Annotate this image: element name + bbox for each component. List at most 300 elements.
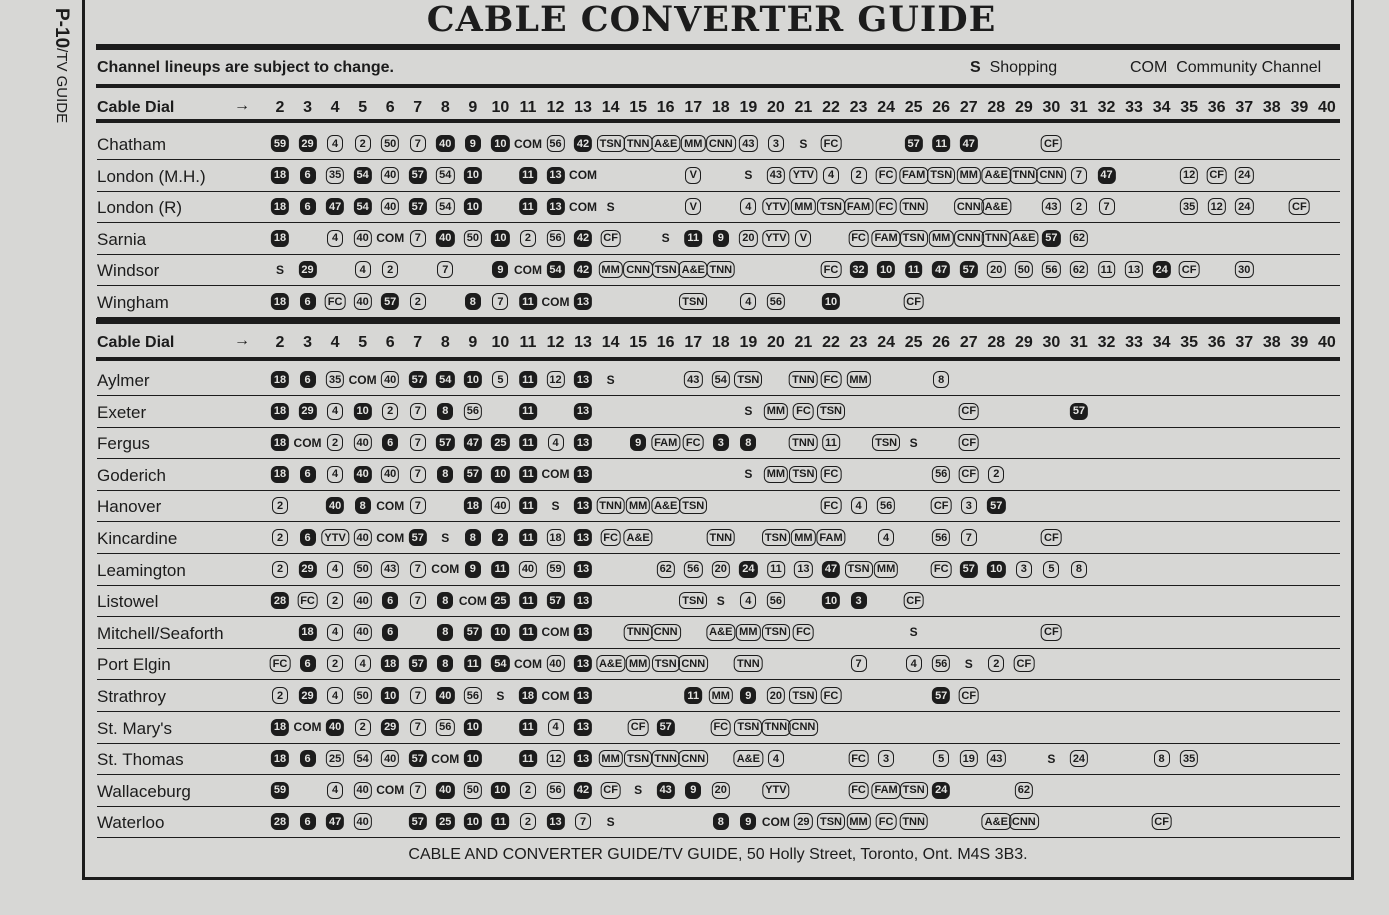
channel-badge: 6 bbox=[300, 198, 316, 215]
channel-badge: 40 bbox=[354, 293, 372, 310]
channel-badge: 18 bbox=[271, 293, 289, 310]
channel-badge: 6 bbox=[300, 655, 316, 672]
city-row bbox=[97, 364, 1340, 396]
channel-badge: 11 bbox=[519, 434, 537, 451]
channel-badge: FC bbox=[876, 198, 897, 215]
city-name: Fergus bbox=[97, 434, 150, 454]
legend-community-text: Community Channel bbox=[1176, 59, 1322, 76]
channel-badge: TSN bbox=[679, 592, 707, 609]
publisher-address: CABLE AND CONVERTER GUIDE/TV GUIDE, 50 Holly Street, Toronto, Ont. M4S 3B3. bbox=[408, 846, 1028, 863]
channel-badge: 56 bbox=[932, 466, 950, 483]
channel-badge: TNN bbox=[706, 529, 735, 546]
channel-badge: A&E bbox=[1009, 230, 1038, 247]
city-row bbox=[97, 128, 1340, 160]
channel-badge: 13 bbox=[574, 434, 592, 451]
channel-badge: TSN bbox=[900, 782, 928, 799]
channel-badge: 8 bbox=[437, 655, 453, 672]
page-title: CABLE CONVERTER GUIDE bbox=[426, 0, 997, 40]
channel-badge: 13 bbox=[574, 624, 592, 641]
channel-badge: 2 bbox=[988, 655, 1004, 672]
channel-badge: FAM bbox=[899, 167, 928, 184]
channel-badge: CNN bbox=[651, 624, 681, 641]
shopping-marker: S bbox=[496, 688, 505, 703]
channel-badge: 9 bbox=[465, 561, 481, 578]
dial-number: 3 bbox=[303, 99, 312, 116]
dial-number: 6 bbox=[385, 99, 395, 116]
channel-badge: FC bbox=[848, 230, 869, 247]
channel-badge: TSN bbox=[789, 687, 817, 704]
channel-badge: CF bbox=[600, 782, 621, 799]
community-marker: COM bbox=[569, 168, 598, 183]
channel-badge: 4 bbox=[327, 624, 343, 641]
dial-number: 36 bbox=[1207, 334, 1226, 351]
channel-badge: 11 bbox=[519, 198, 537, 215]
dial-number: 26 bbox=[932, 99, 951, 116]
city-name: London (R) bbox=[97, 198, 183, 218]
channel-badge: TNN bbox=[789, 371, 818, 388]
channel-badge: 57 bbox=[436, 434, 454, 451]
channel-badge: 56 bbox=[767, 592, 785, 609]
dial-number: 19 bbox=[739, 99, 758, 116]
channel-badge: 4 bbox=[355, 261, 371, 278]
channel-badge: CNN bbox=[789, 719, 819, 736]
channel-badge: 57 bbox=[409, 750, 427, 767]
dial-number: 40 bbox=[1317, 334, 1336, 351]
channel-badge: 4 bbox=[327, 403, 343, 420]
channel-badge: 24 bbox=[739, 561, 757, 578]
channel-badge: MM bbox=[681, 135, 705, 152]
legend-community bbox=[1130, 59, 1321, 77]
channel-badge: FC bbox=[848, 782, 869, 799]
city-name: Mitchell/Seaforth bbox=[97, 623, 224, 643]
channel-badge: 59 bbox=[271, 135, 289, 152]
channel-badge: 47 bbox=[822, 561, 840, 578]
channel-badge: 7 bbox=[410, 230, 426, 247]
channel-badge: FC bbox=[600, 529, 621, 546]
dial-number: 9 bbox=[468, 99, 478, 116]
channel-badge: 56 bbox=[767, 293, 785, 310]
legend-community-code: COM bbox=[1130, 59, 1168, 76]
channel-badge: 2 bbox=[520, 782, 536, 799]
city-row bbox=[97, 554, 1340, 586]
dial-number: 27 bbox=[959, 334, 978, 351]
channel-badge: FAM bbox=[871, 230, 900, 247]
channel-badge: 29 bbox=[298, 135, 316, 152]
cable-dial-header bbox=[97, 334, 1340, 356]
dial-number: 23 bbox=[849, 99, 868, 116]
channel-badge: TNN bbox=[596, 497, 625, 514]
community-marker: COM bbox=[541, 688, 570, 703]
channel-badge: FAM bbox=[871, 782, 900, 799]
notice-rule bbox=[96, 84, 1340, 88]
dial-number: 40 bbox=[1317, 99, 1336, 116]
city-row bbox=[97, 396, 1340, 428]
channel-badge: CF bbox=[1206, 167, 1227, 184]
dial-number: 37 bbox=[1235, 334, 1254, 351]
channel-badge: 47 bbox=[960, 135, 978, 152]
channel-badge: 4 bbox=[327, 561, 343, 578]
dial-number: 37 bbox=[1235, 99, 1254, 116]
city-row bbox=[97, 459, 1340, 491]
dial-number: 17 bbox=[684, 334, 703, 351]
channel-badge: 4 bbox=[740, 198, 756, 215]
channel-badge: 2 bbox=[327, 434, 343, 451]
channel-badge: TSN bbox=[762, 624, 790, 641]
channel-badge: 11 bbox=[519, 466, 537, 483]
channel-badge: 57 bbox=[409, 655, 427, 672]
channel-badge: CNN bbox=[678, 655, 708, 672]
dial-rule bbox=[96, 119, 1340, 123]
channel-badge: CF bbox=[1151, 813, 1172, 830]
channel-badge: 18 bbox=[271, 403, 289, 420]
channel-badge: TSN bbox=[817, 198, 845, 215]
shopping-marker: S bbox=[606, 372, 615, 387]
channel-badge: 47 bbox=[464, 434, 482, 451]
channel-badge: 8 bbox=[437, 403, 453, 420]
channel-badge: 10 bbox=[877, 261, 895, 278]
channel-badge: 11 bbox=[492, 561, 510, 578]
shopping-marker: S bbox=[275, 262, 285, 277]
channel-badge: 5 bbox=[492, 371, 508, 388]
channel-badge: TSN bbox=[817, 813, 845, 830]
channel-badge: TNN bbox=[982, 230, 1011, 247]
dial-number: 35 bbox=[1180, 99, 1199, 116]
shopping-marker: S bbox=[744, 168, 753, 183]
channel-badge: CF bbox=[903, 592, 924, 609]
channel-badge: 10 bbox=[987, 561, 1005, 578]
community-marker: COM bbox=[376, 530, 405, 545]
channel-badge: 10 bbox=[464, 813, 482, 830]
channel-badge: 54 bbox=[546, 261, 564, 278]
channel-badge: CF bbox=[1289, 198, 1310, 215]
channel-badge: FAM bbox=[844, 198, 873, 215]
city-name: St. Thomas bbox=[97, 750, 184, 770]
channel-badge: 59 bbox=[546, 561, 564, 578]
channel-badge: 18 bbox=[271, 466, 289, 483]
channel-badge: 62 bbox=[1015, 782, 1033, 799]
channel-badge: 11 bbox=[519, 371, 537, 388]
dial-number: 34 bbox=[1152, 334, 1171, 351]
dial-number: 10 bbox=[491, 99, 510, 116]
channel-badge: 40 bbox=[354, 813, 372, 830]
dial-number: 12 bbox=[546, 334, 565, 351]
dial-number: 9 bbox=[468, 334, 478, 351]
channel-badge: CF bbox=[1041, 624, 1062, 641]
channel-badge: 9 bbox=[492, 261, 508, 278]
channel-badge: 40 bbox=[326, 497, 344, 514]
dial-number: 22 bbox=[822, 99, 840, 116]
channel-badge: 47 bbox=[326, 198, 344, 215]
dial-number: 15 bbox=[629, 99, 648, 116]
channel-badge: 8 bbox=[437, 466, 453, 483]
dial-number: 39 bbox=[1290, 99, 1309, 116]
channel-badge: 4 bbox=[327, 135, 343, 152]
dial-number: 3 bbox=[303, 334, 312, 351]
city-name: Sarnia bbox=[97, 229, 147, 249]
channel-badge: 13 bbox=[574, 293, 592, 310]
channel-badge: 56 bbox=[877, 497, 895, 514]
dial-number: 15 bbox=[629, 334, 648, 351]
channel-badge: 62 bbox=[1070, 230, 1088, 247]
channel-badge: FC bbox=[821, 497, 842, 514]
channel-badge: 56 bbox=[684, 561, 702, 578]
city-row bbox=[97, 254, 1340, 286]
channel-badge: TNN bbox=[624, 624, 653, 641]
channel-badge: 18 bbox=[271, 230, 289, 247]
channel-badge: 2 bbox=[382, 261, 398, 278]
channel-badge: 11 bbox=[822, 434, 840, 451]
channel-badge: 40 bbox=[381, 198, 399, 215]
community-marker: COM bbox=[431, 562, 460, 577]
channel-badge: FAM bbox=[816, 529, 845, 546]
city-row bbox=[97, 286, 1340, 318]
channel-badge: 56 bbox=[464, 403, 482, 420]
channel-badge: 13 bbox=[546, 813, 564, 830]
channel-badge: 62 bbox=[1070, 261, 1088, 278]
channel-badge: 29 bbox=[298, 403, 316, 420]
channel-badge: TNN bbox=[1010, 167, 1039, 184]
channel-badge: MM bbox=[929, 230, 953, 247]
channel-badge: CF bbox=[931, 497, 952, 514]
channel-badge: 11 bbox=[519, 167, 537, 184]
dial-number: 4 bbox=[330, 334, 340, 351]
channel-badge: CF bbox=[1041, 529, 1062, 546]
channel-badge: FC bbox=[821, 135, 842, 152]
city-row bbox=[97, 712, 1340, 744]
dial-number: 32 bbox=[1097, 334, 1116, 351]
channel-badge: YTV bbox=[762, 782, 789, 799]
channel-badge: 56 bbox=[932, 529, 950, 546]
channel-badge: TNN bbox=[899, 813, 928, 830]
channel-badge: V bbox=[795, 230, 811, 247]
channel-badge: TSN bbox=[762, 529, 790, 546]
channel-badge: 9 bbox=[630, 434, 646, 451]
channel-badge: MM bbox=[874, 561, 898, 578]
channel-badge: 43 bbox=[987, 750, 1005, 767]
channel-badge: 13 bbox=[574, 466, 592, 483]
channel-badge: 24 bbox=[1235, 198, 1253, 215]
channel-badge: CF bbox=[1041, 135, 1062, 152]
channel-badge: 7 bbox=[410, 719, 426, 736]
channel-badge: 7 bbox=[410, 466, 426, 483]
channel-badge: 11 bbox=[519, 497, 537, 514]
channel-badge: 18 bbox=[298, 624, 316, 641]
community-marker: COM bbox=[293, 435, 322, 450]
channel-badge: 54 bbox=[436, 167, 454, 184]
channel-badge: 11 bbox=[519, 293, 537, 310]
community-marker: COM bbox=[293, 720, 322, 735]
channel-badge: 13 bbox=[574, 750, 592, 767]
channel-badge: 18 bbox=[464, 497, 482, 514]
legend-shopping bbox=[970, 59, 1057, 77]
channel-badge: 2 bbox=[520, 230, 536, 247]
community-marker: COM bbox=[376, 231, 405, 246]
channel-badge: 5 bbox=[1043, 561, 1059, 578]
channel-badge: FC bbox=[821, 371, 842, 388]
city-row bbox=[97, 191, 1340, 223]
channel-badge: 50 bbox=[354, 687, 372, 704]
channel-badge: 42 bbox=[574, 230, 592, 247]
dial-number: 14 bbox=[601, 99, 620, 116]
dial-number: 39 bbox=[1290, 334, 1309, 351]
channel-badge: 57 bbox=[409, 813, 427, 830]
channel-badge: FC bbox=[821, 261, 842, 278]
channel-badge: 57 bbox=[464, 466, 482, 483]
dial-number: 30 bbox=[1042, 99, 1061, 116]
channel-badge: MM bbox=[626, 497, 650, 514]
channel-badge: 29 bbox=[794, 813, 812, 830]
channel-badge: 40 bbox=[491, 497, 509, 514]
shopping-marker: S bbox=[634, 783, 643, 798]
channel-badge: TNN bbox=[789, 434, 818, 451]
channel-badge: 2 bbox=[327, 655, 343, 672]
city-name: Strathroy bbox=[97, 687, 166, 706]
channel-badge: 4 bbox=[327, 687, 343, 704]
channel-badge: 7 bbox=[437, 261, 453, 278]
channel-badge: CNN bbox=[954, 230, 984, 247]
channel-badge: CNN bbox=[706, 135, 736, 152]
channel-badge: FC bbox=[683, 434, 704, 451]
channel-badge: 9 bbox=[465, 135, 481, 152]
dial-number: 25 bbox=[904, 334, 923, 351]
channel-badge: 57 bbox=[960, 261, 978, 278]
dial-number: 26 bbox=[932, 334, 951, 351]
channel-badge: 9 bbox=[740, 813, 756, 830]
community-marker: COM bbox=[458, 593, 487, 608]
arrow-right-icon: → bbox=[234, 97, 250, 114]
channel-badge: MM bbox=[846, 813, 870, 830]
channel-badge: MM bbox=[957, 167, 981, 184]
dial-number: 2 bbox=[275, 334, 285, 351]
channel-badge: 10 bbox=[381, 687, 399, 704]
dial-number: 7 bbox=[413, 99, 423, 116]
channel-badge: CF bbox=[600, 230, 621, 247]
channel-badge: 7 bbox=[410, 135, 426, 152]
channel-badge: 8 bbox=[465, 293, 481, 310]
channel-badge: FC bbox=[270, 655, 291, 672]
channel-badge: 57 bbox=[987, 497, 1005, 514]
city-name: Aylmer bbox=[97, 371, 150, 390]
channel-badge: 57 bbox=[1042, 230, 1060, 247]
channel-badge: 18 bbox=[381, 655, 399, 672]
channel-badge: 11 bbox=[464, 655, 482, 672]
channel-badge: 57 bbox=[464, 624, 482, 641]
channel-badge: 35 bbox=[326, 167, 344, 184]
channel-badge: FC bbox=[793, 403, 814, 420]
channel-badge: A&E bbox=[651, 135, 680, 152]
dial-number: 21 bbox=[794, 334, 813, 351]
channel-badge: 2 bbox=[272, 561, 288, 578]
channel-badge: 18 bbox=[271, 198, 289, 215]
channel-badge: CF bbox=[628, 719, 649, 736]
city-name: Port Elgin bbox=[97, 655, 171, 675]
channel-badge: 54 bbox=[491, 655, 509, 672]
channel-badge: FC bbox=[821, 687, 842, 704]
channel-badge: 11 bbox=[1098, 261, 1116, 278]
channel-badge: 11 bbox=[519, 592, 537, 609]
channel-badge: 3 bbox=[713, 434, 729, 451]
channel-badge: 13 bbox=[574, 592, 592, 609]
city-name: Windsor bbox=[97, 261, 160, 281]
channel-badge: 50 bbox=[381, 135, 399, 152]
shopping-marker: S bbox=[799, 136, 808, 151]
channel-badge: 40 bbox=[436, 230, 454, 247]
channel-badge: 40 bbox=[354, 782, 372, 799]
channel-badge: A&E bbox=[679, 261, 708, 278]
title-rule bbox=[96, 44, 1340, 50]
shopping-marker: S bbox=[909, 625, 918, 640]
community-marker: COM bbox=[541, 294, 570, 309]
channel-badge: TSN bbox=[734, 719, 762, 736]
channel-badge: 7 bbox=[410, 561, 426, 578]
channel-badge: 6 bbox=[300, 813, 316, 830]
dial-number: 18 bbox=[711, 99, 730, 116]
channel-badge: CF bbox=[958, 434, 979, 451]
channel-badge: 56 bbox=[436, 719, 454, 736]
channel-badge: 40 bbox=[381, 466, 399, 483]
channel-badge: 13 bbox=[546, 167, 564, 184]
channel-badge: 10 bbox=[354, 403, 372, 420]
channel-badge: TNN bbox=[624, 135, 653, 152]
legend-shopping-code: S bbox=[970, 59, 981, 76]
city-row bbox=[97, 427, 1340, 459]
channel-badge: MM bbox=[791, 529, 815, 546]
cable-dial-label: Cable Dial bbox=[97, 334, 175, 351]
channel-badge: MM bbox=[626, 655, 650, 672]
channel-badge: 57 bbox=[546, 592, 564, 609]
channel-badge: FC bbox=[848, 750, 869, 767]
channel-badge: 40 bbox=[546, 655, 564, 672]
channel-badge: 6 bbox=[300, 371, 316, 388]
channel-badge: FC bbox=[876, 167, 897, 184]
channel-badge: 5 bbox=[933, 750, 949, 767]
community-marker: COM bbox=[569, 199, 598, 214]
channel-badge: 42 bbox=[574, 135, 592, 152]
channel-badge: V bbox=[685, 167, 701, 184]
channel-badge: CF bbox=[958, 687, 979, 704]
channel-badge: 59 bbox=[271, 782, 289, 799]
city-row bbox=[97, 648, 1340, 680]
dial-number: 19 bbox=[739, 334, 758, 351]
channel-badge: 40 bbox=[436, 782, 454, 799]
channel-badge: CF bbox=[903, 293, 924, 310]
channel-badge: A&E bbox=[651, 497, 680, 514]
channel-badge: 10 bbox=[491, 135, 509, 152]
channel-badge: 20 bbox=[739, 230, 757, 247]
channel-badge: 4 bbox=[548, 434, 564, 451]
channel-badge: 10 bbox=[464, 750, 482, 767]
channel-badge: 2 bbox=[327, 592, 343, 609]
shopping-marker: S bbox=[441, 530, 450, 545]
channel-badge: FC bbox=[710, 719, 731, 736]
channel-badge: 2 bbox=[355, 719, 371, 736]
channel-badge: 4 bbox=[740, 592, 756, 609]
channel-badge: 10 bbox=[491, 230, 509, 247]
channel-badge: 8 bbox=[1154, 750, 1170, 767]
channel-badge: FC bbox=[297, 592, 318, 609]
channel-badge: 4 bbox=[851, 497, 867, 514]
dial-number: 25 bbox=[904, 99, 923, 116]
channel-badge: 8 bbox=[437, 592, 453, 609]
channel-badge: 20 bbox=[987, 261, 1005, 278]
city-row bbox=[97, 490, 1340, 522]
channel-badge: 30 bbox=[1235, 261, 1253, 278]
channel-badge: 18 bbox=[271, 371, 289, 388]
channel-badge: 8 bbox=[465, 529, 481, 546]
channel-badge: MM bbox=[764, 466, 788, 483]
channel-badge: 7 bbox=[410, 687, 426, 704]
channel-badge: 40 bbox=[354, 592, 372, 609]
